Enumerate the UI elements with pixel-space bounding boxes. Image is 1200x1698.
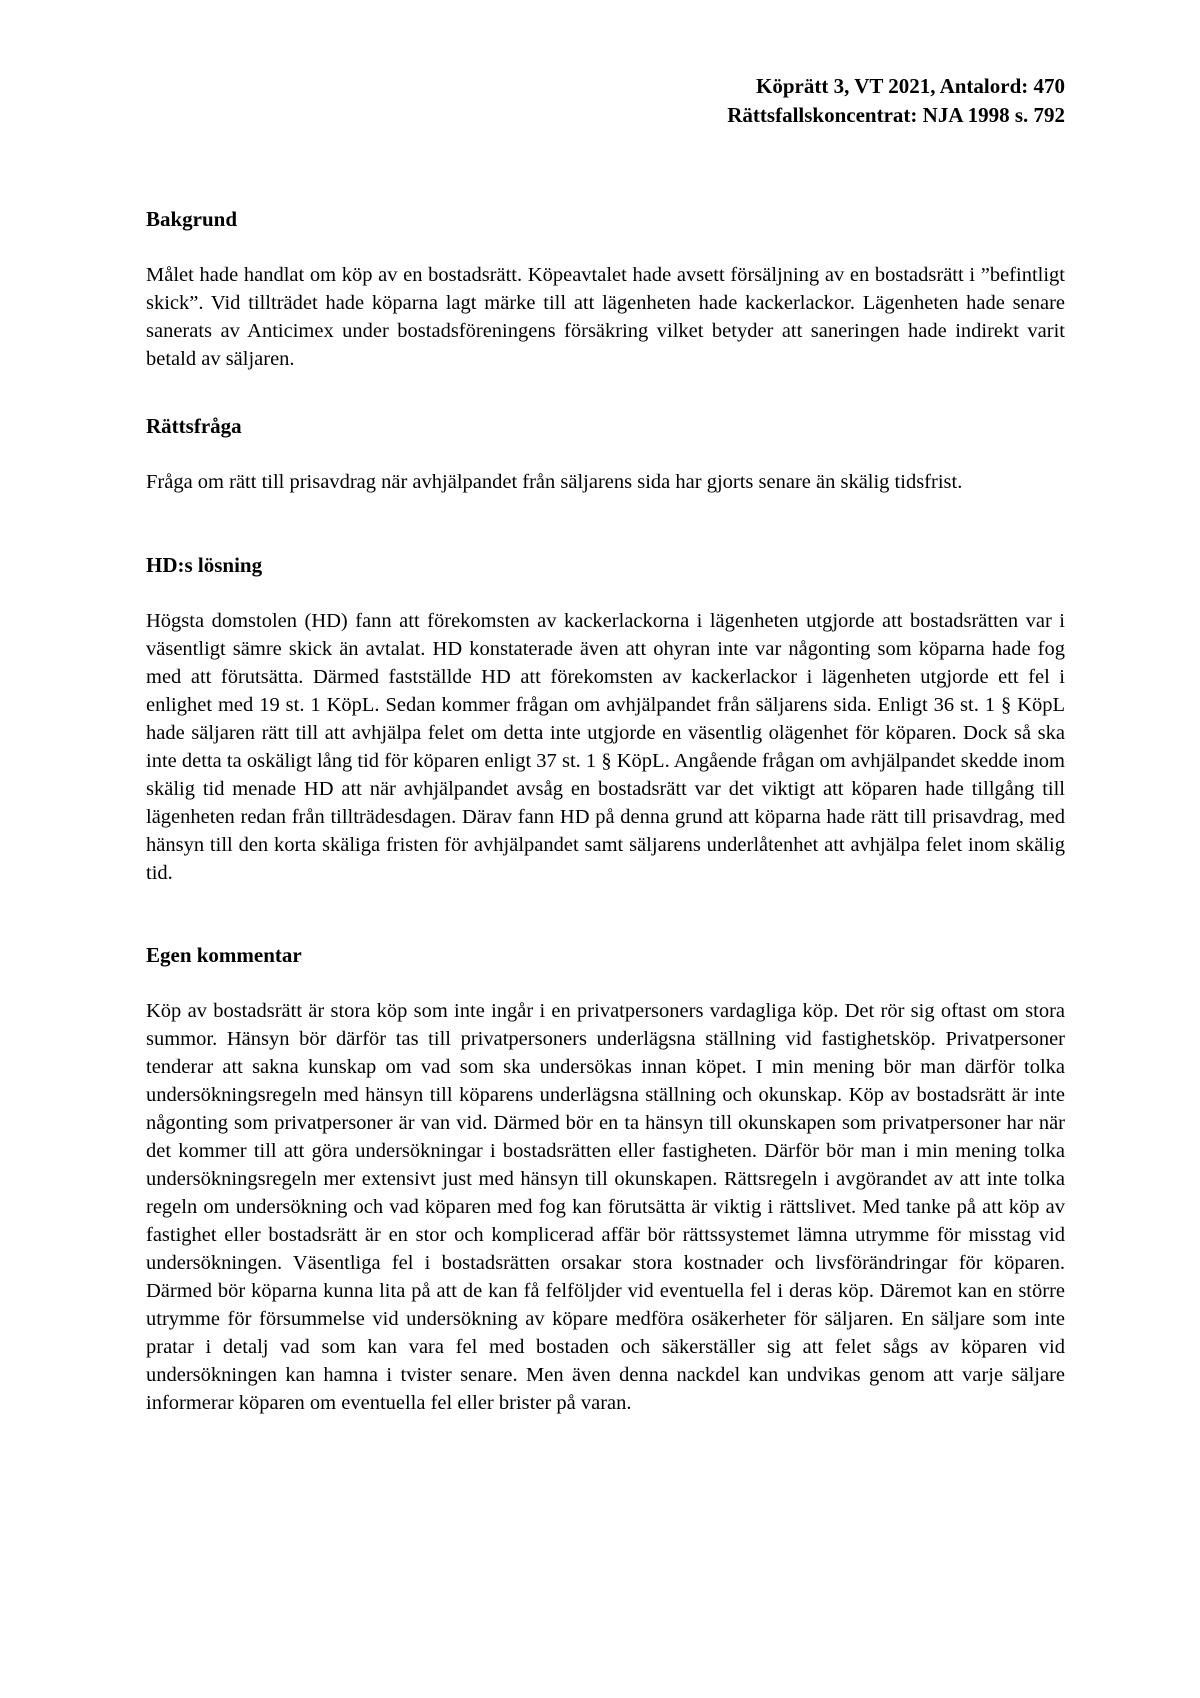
section-rattsfraga: [146, 412, 1065, 496]
section-bakgrund: [146, 205, 1065, 373]
section-heading: Bakgrund: [146, 207, 238, 231]
section-hds-losning: [146, 551, 1065, 887]
header-case-line: Rättsfallskoncentrat: NJA 1998 s. 792: [727, 103, 1065, 127]
document-header: [727, 72, 1065, 130]
header-course-line: Köprätt 3, VT 2021, Antalord: 470: [756, 74, 1065, 98]
section-heading: HD:s lösning: [146, 553, 263, 577]
section-heading: Egen kommentar: [146, 943, 302, 967]
section-paragraph: Högsta domstolen (HD) fann att förekomsten av kackerlackorna i lägenheten utgjorde att bostadsrätten var i väsentligt sämre skick än avtalat. HD konstaterade även att ohyran inte var någonting som köparna hade fog med att förutsätta. Därmed fastställde HD att förekomsten av kackerlackor i lägenheten utgjorde ett fel i enlighet med 19 st. 1 KöpL. Sedan kommer frågan om avhjälpandet från säljarens sida. Enligt 36 st. 1 § KöpL hade säljaren rätt till att avhjälpa felet om detta inte utgjorde en väsentlig olägenhet för köparen. Dock så ska inte detta ta oskäligt lång tid för köparen enligt 37 st. 1 § KöpL. Angående frågan om avhjälpandet skedde inom skälig tid menade HD att när avhjälpandet avsåg en bostadsrätt var det viktigt att köparen hade tillgång till lägenheten redan från tillträdesdagen. Därav fann HD på denna grund att köparna hade rätt till prisavdrag, med hänsyn till den korta skäliga fristen för avhjälpandet samt säljarens underlåtenhet att avhjälpa felet inom skälig tid.: [146, 610, 1065, 884]
section-paragraph: Målet hade handlat om köp av en bostadsrätt. Köpeavtalet hade avsett försäljning av en bostadsrätt i ”befintligt skick”. Vid tillträdet hade köparna lagt märke till att lägenheten hade kackerlackor. Lägenheten hade senare sanerats av Anticimex under bostadsföreningens försäkring vilket betyder att saneringen hade indirekt varit betald av säljaren.: [146, 264, 1065, 370]
section-paragraph: Fråga om rätt till prisavdrag när avhjälpandet från säljarens sida har gjorts senare än skälig tidsfrist.: [146, 471, 963, 493]
section-paragraph: Köp av bostadsrätt är stora köp som inte ingår i en privatpersoners vardagliga köp. Det rör sig oftast om stora summor. Hänsyn bör därför tas till privatpersoners underlägsna ställning vid fastighetsköp. Privatpersoner tenderar att sakna kunskap om vad som ska undersökas innan köpet. I min mening bör man därför tolka undersökningsregeln med hänsyn till köparens underlägsna ställning och okunskap. Köp av bostadsrätt är inte någonting som privatpersoner är van vid. Därmed bör en ta hänsyn till okunskapen som privatpersoner har när det kommer till att göra undersökningar i bostadsrätten eller fastigheten. Därför bör man i min mening tolka undersökningsregeln mer extensivt just med hänsyn till okunskapen. Rättsregeln i avgörandet av att inte tolka regeln om undersökning och vad köparen med fog kan förutsätta är viktig i rättslivet. Med tanke på att köp av fastighet eller bostadsrätt är en stor och komplicerad affär bör rättssystemet lämna utrymme för misstag vid undersökningen. Väsentliga fel i bostadsrätten orsakar stora kostnader och livsförändringar för köparen. Därmed bör köparna kunna lita på att de kan få felföljder vid eventuella fel i deras köp. Däremot kan en större utrymme för försummelse vid undersökning av köpare medföra osäkerheter för säljaren. En säljare som inte pratar i detalj vad som kan vara fel med bostaden och säkerställer sig att felet sågs av köparen vid undersökningen kan hamna i tvister senare. Men även denna nackdel kan undvikas genom att varje säljare informerar köparen om eventuella fel eller brister på varan.: [146, 1000, 1065, 1414]
section-egen-kommentar: [146, 941, 1065, 1417]
section-heading: Rättsfråga: [146, 414, 242, 438]
